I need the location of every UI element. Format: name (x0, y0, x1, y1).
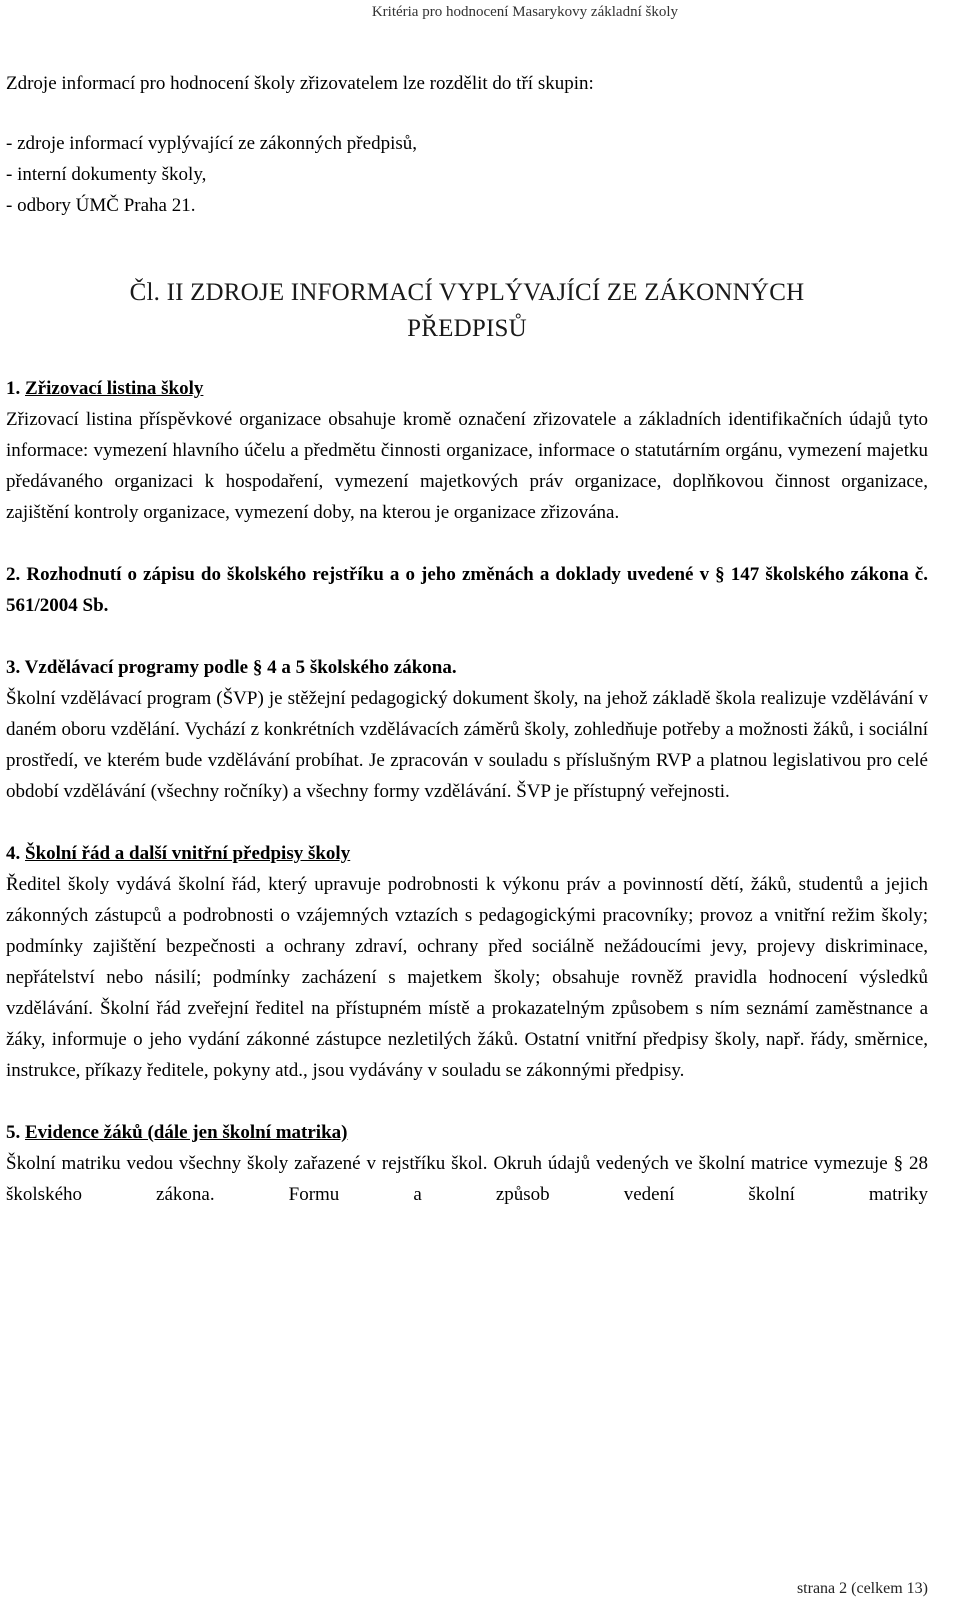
section-heading (6, 1117, 928, 1148)
section-title: Školní řád a další vnitřní předpisy školy (25, 843, 351, 864)
section-number: 1. (6, 378, 21, 399)
section-title: Vzdělávací programy podle § 4 a 5 školského zákona. (24, 657, 457, 678)
section-4 (6, 838, 928, 1086)
section-number: 3. (6, 657, 21, 678)
intro-list (6, 128, 928, 221)
section-5 (6, 1117, 928, 1210)
section-3 (6, 652, 928, 807)
chapter-heading-line2: PŘEDPISŮ (407, 315, 527, 342)
list-item: - zdroje informací vyplývající ze zákonných předpisů, (6, 133, 417, 154)
section-heading (6, 838, 928, 869)
section-number: 2. (6, 564, 21, 585)
intro-lead: Zdroje informací pro hodnocení školy zřizovatelem lze rozdělit do tří skupin: (6, 73, 594, 94)
section-heading (6, 373, 928, 404)
section-title: Zřizovací listina školy (25, 378, 204, 399)
section-number: 5. (6, 1122, 21, 1143)
section-number: 4. (6, 843, 21, 864)
list-item: - interní dokumenty školy, (6, 164, 207, 185)
section-body: Školní vzdělávací program (ŠVP) je stěžejní pedagogický dokument školy, na jehož základě škola realizuje vzdělávání v daném oboru vzdělání. Vychází z konkrétních vzdělávacích záměrů školy, zohledňuje potřeby a možnosti žáků, i sociální prostředí, ve kterém bude vzdělávání probíhat. Je zpracován v souladu s příslušným RVP a platnou legislativou pro celé období vzdělávání (všechny ročníky) a všechny formy vzdělávání. ŠVP je přístupný veřejnosti. (6, 688, 928, 802)
running-header (0, 0, 960, 28)
section-heading (6, 652, 928, 683)
running-title: Kritéria pro hodnocení Masarykovy základní školy (371, 4, 678, 20)
section-1 (6, 373, 928, 528)
section-body: Zřizovací listina příspěvkové organizace obsahuje kromě označení zřizovatele a základních identifikačních údajů tyto informace: vymezení hlavního účelu a předmětu činnosti organizace, informace o statutárním orgánu, vymezení majetku předávaného organizaci k hospodaření, vymezení majetkových práv organizace, doplňkovou činnost organizace, zajištění kontroly organizace, vymezení doby, na kterou je organizace zřizována. (6, 409, 928, 523)
section-title: Evidence žáků (dále jen školní matrika) (25, 1122, 348, 1143)
page-content (6, 68, 928, 1210)
page-number-footer: strana 2 (celkem 13) (796, 1580, 928, 1597)
section-title: Rozhodnutí o zápisu do školského rejstříku a o jeho změnách a doklady uvedené v § 147 školského zákona č. 561/2004 Sb. (6, 564, 928, 616)
section-body: Ředitel školy vydává školní řád, který upravuje podrobnosti k výkonu práv a povinností dětí, žáků, studentů a jejich zákonných zástupců a podrobnosti o vzájemných vztazích s pedagogickými pracovníky; provoz a vnitřní režim školy; podmínky zajištění bezpečnosti a ochrany zdraví, ochrany před sociálně nežádoucími jevy, projevy diskriminace, nepřátelství nebo násilí; podmínky zacházení s majetkem školy; obsahuje rovněž pravidla hodnocení výsledků vzdělávání. Školní řád zveřejní ředitel na přístupném místě a prokazatelným způsobem s ním seznámí zaměstnance a žáky, informuje o jeho vydání zákonné zástupce nezletilých žáků. Ostatní vnitřní předpisy školy, např. řády, směrnice, instrukce, příkazy ředitele, pokyny atd., jsou vydávány v souladu se zákonnými předpisy. (6, 874, 928, 1081)
list-item: - odbory ÚMČ Praha 21. (6, 195, 196, 216)
section-body: Školní matriku vedou všechny školy zařazené v rejstříku škol. Okruh údajů vedených ve školní matrice vymezuje § 28 školského zákona. Formu a způsob vedení školní matriky (6, 1153, 928, 1205)
section-2 (6, 559, 928, 621)
chapter-heading-line1: Čl. II ZDROJE INFORMACÍ VYPLÝVAJÍCÍ ZE ZÁKONNÝCH (129, 279, 805, 306)
chapter-heading (6, 275, 928, 347)
section-heading (6, 559, 928, 621)
